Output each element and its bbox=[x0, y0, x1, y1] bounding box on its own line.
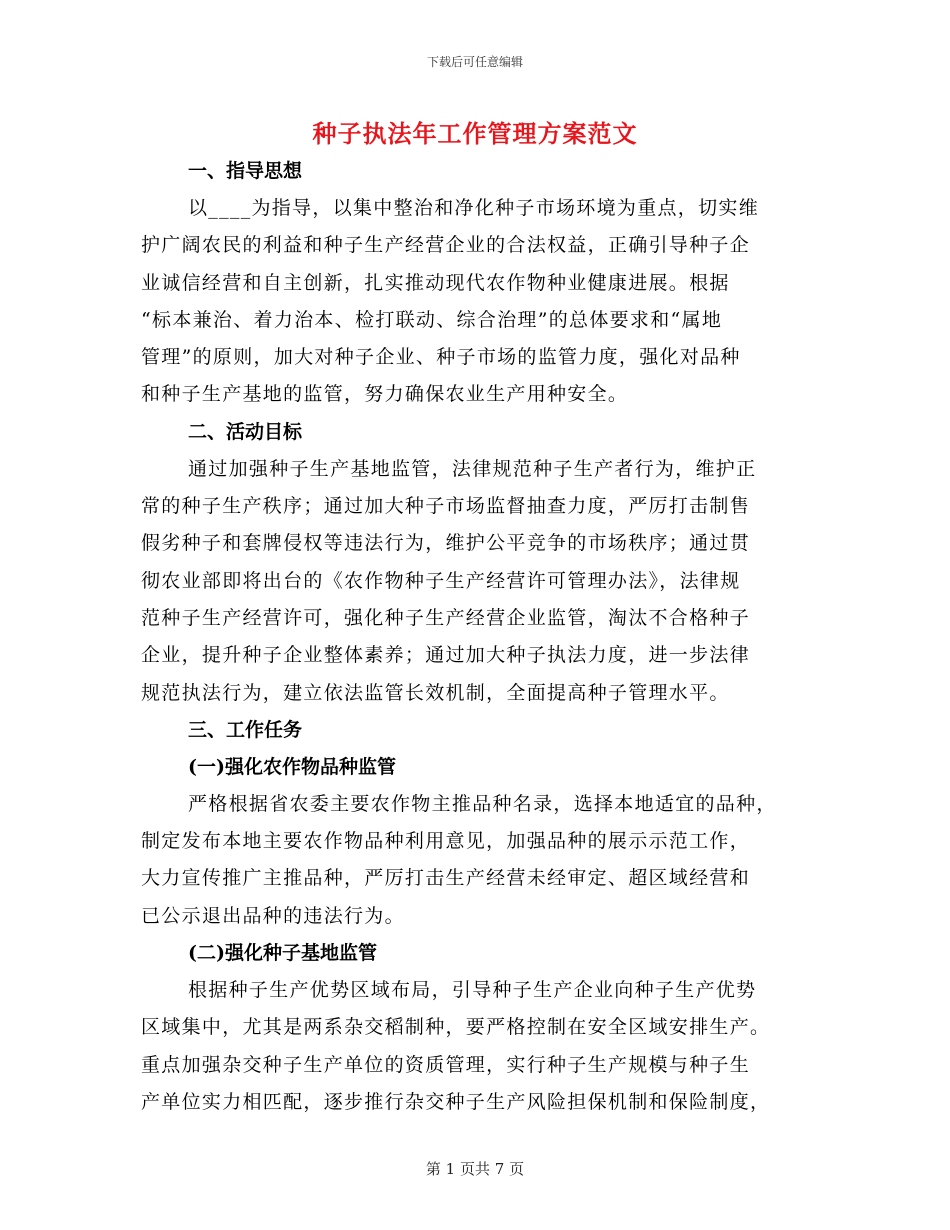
document-title: 种子执法年工作管理方案范文 bbox=[312, 119, 638, 148]
paragraph-line: 假劣种子和套牌侵权等违法行为，维护公平竞争的市场秩序；通过贯 bbox=[141, 532, 751, 555]
document-body bbox=[141, 153, 806, 1121]
paragraph-line: 严格根据省农委主要农作物主推品种名录，选择本地适宜的品种， bbox=[188, 792, 777, 815]
section-heading: 二、活动目标 bbox=[188, 420, 303, 443]
paragraph-line: 彻农业部即将出台的《农作物种子生产经营许可管理办法》，法律规 bbox=[141, 569, 741, 592]
paragraph-line: 产单位实力相匹配，逐步推行杂交种子生产风险担保机制和保险制度， bbox=[141, 1090, 771, 1113]
paragraph-line: 常的种子生产秩序；通过加大种子市场监督抽查力度，严厉打击制售 bbox=[141, 495, 751, 518]
paragraph-line: 根据种子生产优势区域布局，引导种子生产企业向种子生产优势 bbox=[188, 979, 757, 1002]
section-guiding-ideology bbox=[141, 153, 806, 414]
subsection-heading: (一)强化农作物品种监管 bbox=[188, 755, 396, 778]
paragraph-line: 管理”的原则，加大对种子企业、种子市场的监管力度，强化对品种 bbox=[141, 346, 741, 369]
paragraph-line: 范种子生产经营许可，强化种子生产经营企业监管，淘汰不合格种子 bbox=[141, 606, 751, 629]
page-header: 下载后可任意编辑 bbox=[426, 55, 523, 69]
section-work-tasks bbox=[141, 712, 806, 749]
section-heading: 一、指导思想 bbox=[188, 160, 303, 182]
paragraph-line: 以____为指导，以集中整治和净化种子市场环境为重点，切实维 bbox=[188, 197, 760, 219]
subsection-heading: (二)强化种子基地监管 bbox=[188, 942, 377, 965]
paragraph-line: 区域集中，尤其是两系杂交稻制种，要严格控制在安全区域安排生产。 bbox=[141, 1016, 771, 1039]
section-heading: 三、工作任务 bbox=[188, 718, 303, 741]
paragraph-line: 已公示退出品种的违法行为。 bbox=[141, 904, 405, 927]
paragraph-line: 制定发布本地主要农作物品种利用意见，加强品种的展示示范工作， bbox=[141, 830, 751, 853]
paragraph-line: 和种子生产基地的监管，努力确保农业生产用种安全。 bbox=[141, 383, 629, 406]
subsection-base-supervision bbox=[141, 935, 806, 1121]
subsection-variety-supervision bbox=[141, 749, 806, 935]
paragraph-line: 业诚信经营和自主创新，扎实推动现代农作物种业健康进展。根据 bbox=[141, 271, 730, 294]
paragraph-line: “标本兼治、着力治本、检打联动、综合治理”的总体要求和“属地 bbox=[141, 308, 723, 331]
section-activity-goals bbox=[141, 414, 806, 712]
paragraph-line: 企业，提升种子企业整体素养；通过加大种子执法力度，进一步法律 bbox=[141, 644, 751, 667]
paragraph-line: 护广阔农民的利益和种子生产经营企业的合法权益，正确引导种子企 bbox=[141, 234, 751, 257]
paragraph-line: 重点加强杂交种子生产单位的资质管理，实行种子生产规模与种子生 bbox=[141, 1053, 751, 1076]
paragraph-line: 大力宣传推广主推品种，严厉打击生产经营未经审定、超区域经营和 bbox=[141, 867, 751, 890]
page-footer: 第 1 页共 7 页 bbox=[425, 1160, 525, 1178]
paragraph-line: 规范执法行为，建立依法监管长效机制，全面提高种子管理水平。 bbox=[141, 681, 730, 704]
paragraph-line: 通过加强种子生产基地监管，法律规范种子生产者行为，维护正 bbox=[188, 457, 757, 480]
